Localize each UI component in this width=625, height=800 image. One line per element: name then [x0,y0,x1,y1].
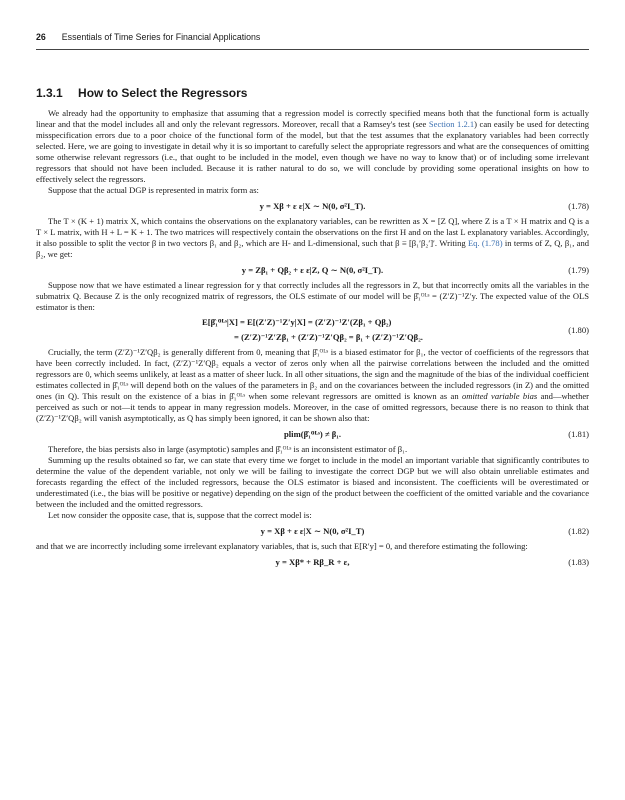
p5-text-b: and—whether perceived as such or not—it tends to appear in many regression models. Moreover, in the case of omitted regressors, because there is no reason to think that (Z′Z)⁻¹Z′Qβ₂ will vanish asymptotically, as Q has simply been ignored, it can be shown also that: [36,391,589,423]
p1-text-a: We already had the opportunity to emphasize that assuming that a regression model is correctly specified means both that the functional form is actually linear and that the model includes all and only the relevant regressors. Moreover, recall that a Ramsey's test (see [36,108,589,129]
page [36,32,589,572]
page-number: 26 [36,32,46,42]
equation-body: y = Xβ + ε ε|X ∼ N(0, σ²I_T). [259,200,366,211]
running-head [36,32,589,42]
equation-lines [202,315,423,345]
book-title: Essentials of Time Series for Financial Applications [61,32,261,42]
p1-text-b: ) can easily be used for detecting misspecification errors due to a poor choice of the functional form of the model, but that the test assumes that the explanatory variables had been correctly selected. Here, we are going to investigate in detail why it is so important to carefully select the appropriate regressors and what are the consequences of omitting some otherwise relevant regressors (i.e., that ought to be included in the model, even though we have no way to know that) or of including some irrelevant regressors that should not have been included. Because it is rather natural to do so, we will conclude by providing some operational insights on how to effectively select the regressors. [36,119,589,184]
equation-body: plim(β̂₁ᴼᴸˢ) ≠ β₁. [284,429,341,439]
equation-link[interactable]: Eq. (1.78) [467,238,503,248]
paragraph-1 [36,108,589,185]
section-link[interactable]: Section 1.2.1 [428,119,475,129]
omitted-variable-bias-term: omitted variable bias [462,391,538,401]
equation-body: y = Xβ + ε ε|X ∼ N(0, σ²I_T) [260,525,365,536]
p3-text-a: The T × (K + 1) matrix X, which contains the observations on the explanatory variables, can be rewritten as X = [Z Q], where Z is a T × H matrix and Q is a T × L matrix, with H + L = K + 1. The two matrices will respectively contain the observations on the first H and on the last L explanatory variables. Accordingly, it also possible to split the vector β in two vectors β₁ and β₂, which are H- and L-dimensional, such that β ≡ [β₁′β₂′]′. Writing [36,216,589,248]
equation-number: (1.80) [568,325,589,335]
paragraph-5 [36,347,589,424]
equation-1-82 [36,521,589,541]
paragraph-3 [36,216,589,260]
section-number: 1.3.1 [36,86,63,100]
paragraph-8: Let now consider the opposite case, that is, suppose that the correct model is: [48,510,312,520]
paragraph-7: Summing up the results obtained so far, we can state that every time we forget to include in the model an important variable that significantly contributes to determine the value of the dependent variable, not only we will be failing to investigate the correct DGP but we will also obtain unreliable estimates and forecasts regarding the effect of the included regressors, because the OLS estimator is biased and inconsistent. The coefficients will be overestimated or underestimated (i.e., the bias will be positive or negative) depending on the sign of the product between the coefficient of the omitted variable and the covariance between the included and the omitted regressors. [36,455,589,509]
equation-1-78 [36,196,589,216]
equation-1-81 [36,424,589,444]
equation-line-1: E[β̂₁ᴼᴸˢ|X] = E[(Z′Z)⁻¹Z′y|X] = (Z′Z)⁻¹Z′(Zβ₁ + Qβ₂) [202,317,392,327]
equation-number: (1.82) [568,526,589,536]
equation-1-83 [36,552,589,572]
paragraph-4: Suppose now that we have estimated a linear regression for y that correctly includes all the regressors in Z, but that incorrectly omits all the variables in the submatrix Q. Because Z is the only recognized matrix of regressors, the OLS estimate of our model will be β̂₁ᴼᴸˢ = (Z′Z)⁻¹Z′y. The expected value of the OLS estimator is then: [36,280,589,312]
section-heading [36,86,589,100]
equation-number: (1.81) [568,429,589,439]
paragraph-9: and that we are incorrectly including some irrelevant explanatory variables, that is, such that E[R′y] = 0, and therefore estimating the following: [36,541,528,551]
section-title: How to Select the Regressors [78,86,248,100]
equation-number: (1.78) [568,201,589,211]
equation-line-2: = (Z′Z)⁻¹Z′Zβ₁ + (Z′Z)⁻¹Z′Qβ₂ = β₁ + (Z′Z)⁻¹Z′Qβ₂. [234,332,423,342]
paragraph-2: Suppose that the actual DGP is represented in matrix form as: [48,185,259,195]
p3-text-b: in terms of Z, Q, β₁, and β₂, we get: [36,238,590,259]
equation-body: y = Xβ* + Rβ_R + ε, [275,557,350,567]
equation-number: (1.79) [568,265,589,275]
p5-text-a: Crucially, the term (Z′Z)⁻¹Z′Qβ₂ is generally different from 0, meaning that β̂₁ᴼᴸˢ is a biased estimator for β₁, the vector of coefficients of the regressors that have been correctly included. In fact, (Z′Z)⁻¹Z′Qβ₂ equals a vector of zeros only when all the pairwise correlations between the included and the omitted regressors are 0, which seems unlikely, at least as a matter of sheer luck. In all other situations, the sign and the magnitude of the bias of the individual coefficient estimates collected in β̂₁ᴼᴸˢ will depend both on the values of the parameters in β₂ and on the covariances between the included regressors (in Z) and the omitted ones (in Q). This result on the existence of a bias in β̂₁ᴼᴸˢ when some relevant regressors are omitted is known as an [36,347,590,401]
header-rule [36,49,589,50]
equation-1-79 [36,260,589,280]
paragraph-6: Therefore, the bias persists also in large (asymptotic) samples and β̂₁ᴼᴸˢ is an inconsistent estimator of β₁. [48,444,408,454]
equation-body: y = Zβ₁ + Qβ₂ + ε ε|Z, Q ∼ N(0, σ²I_T). [241,264,384,275]
equation-number: (1.83) [568,557,589,567]
equation-1-80 [36,313,589,347]
